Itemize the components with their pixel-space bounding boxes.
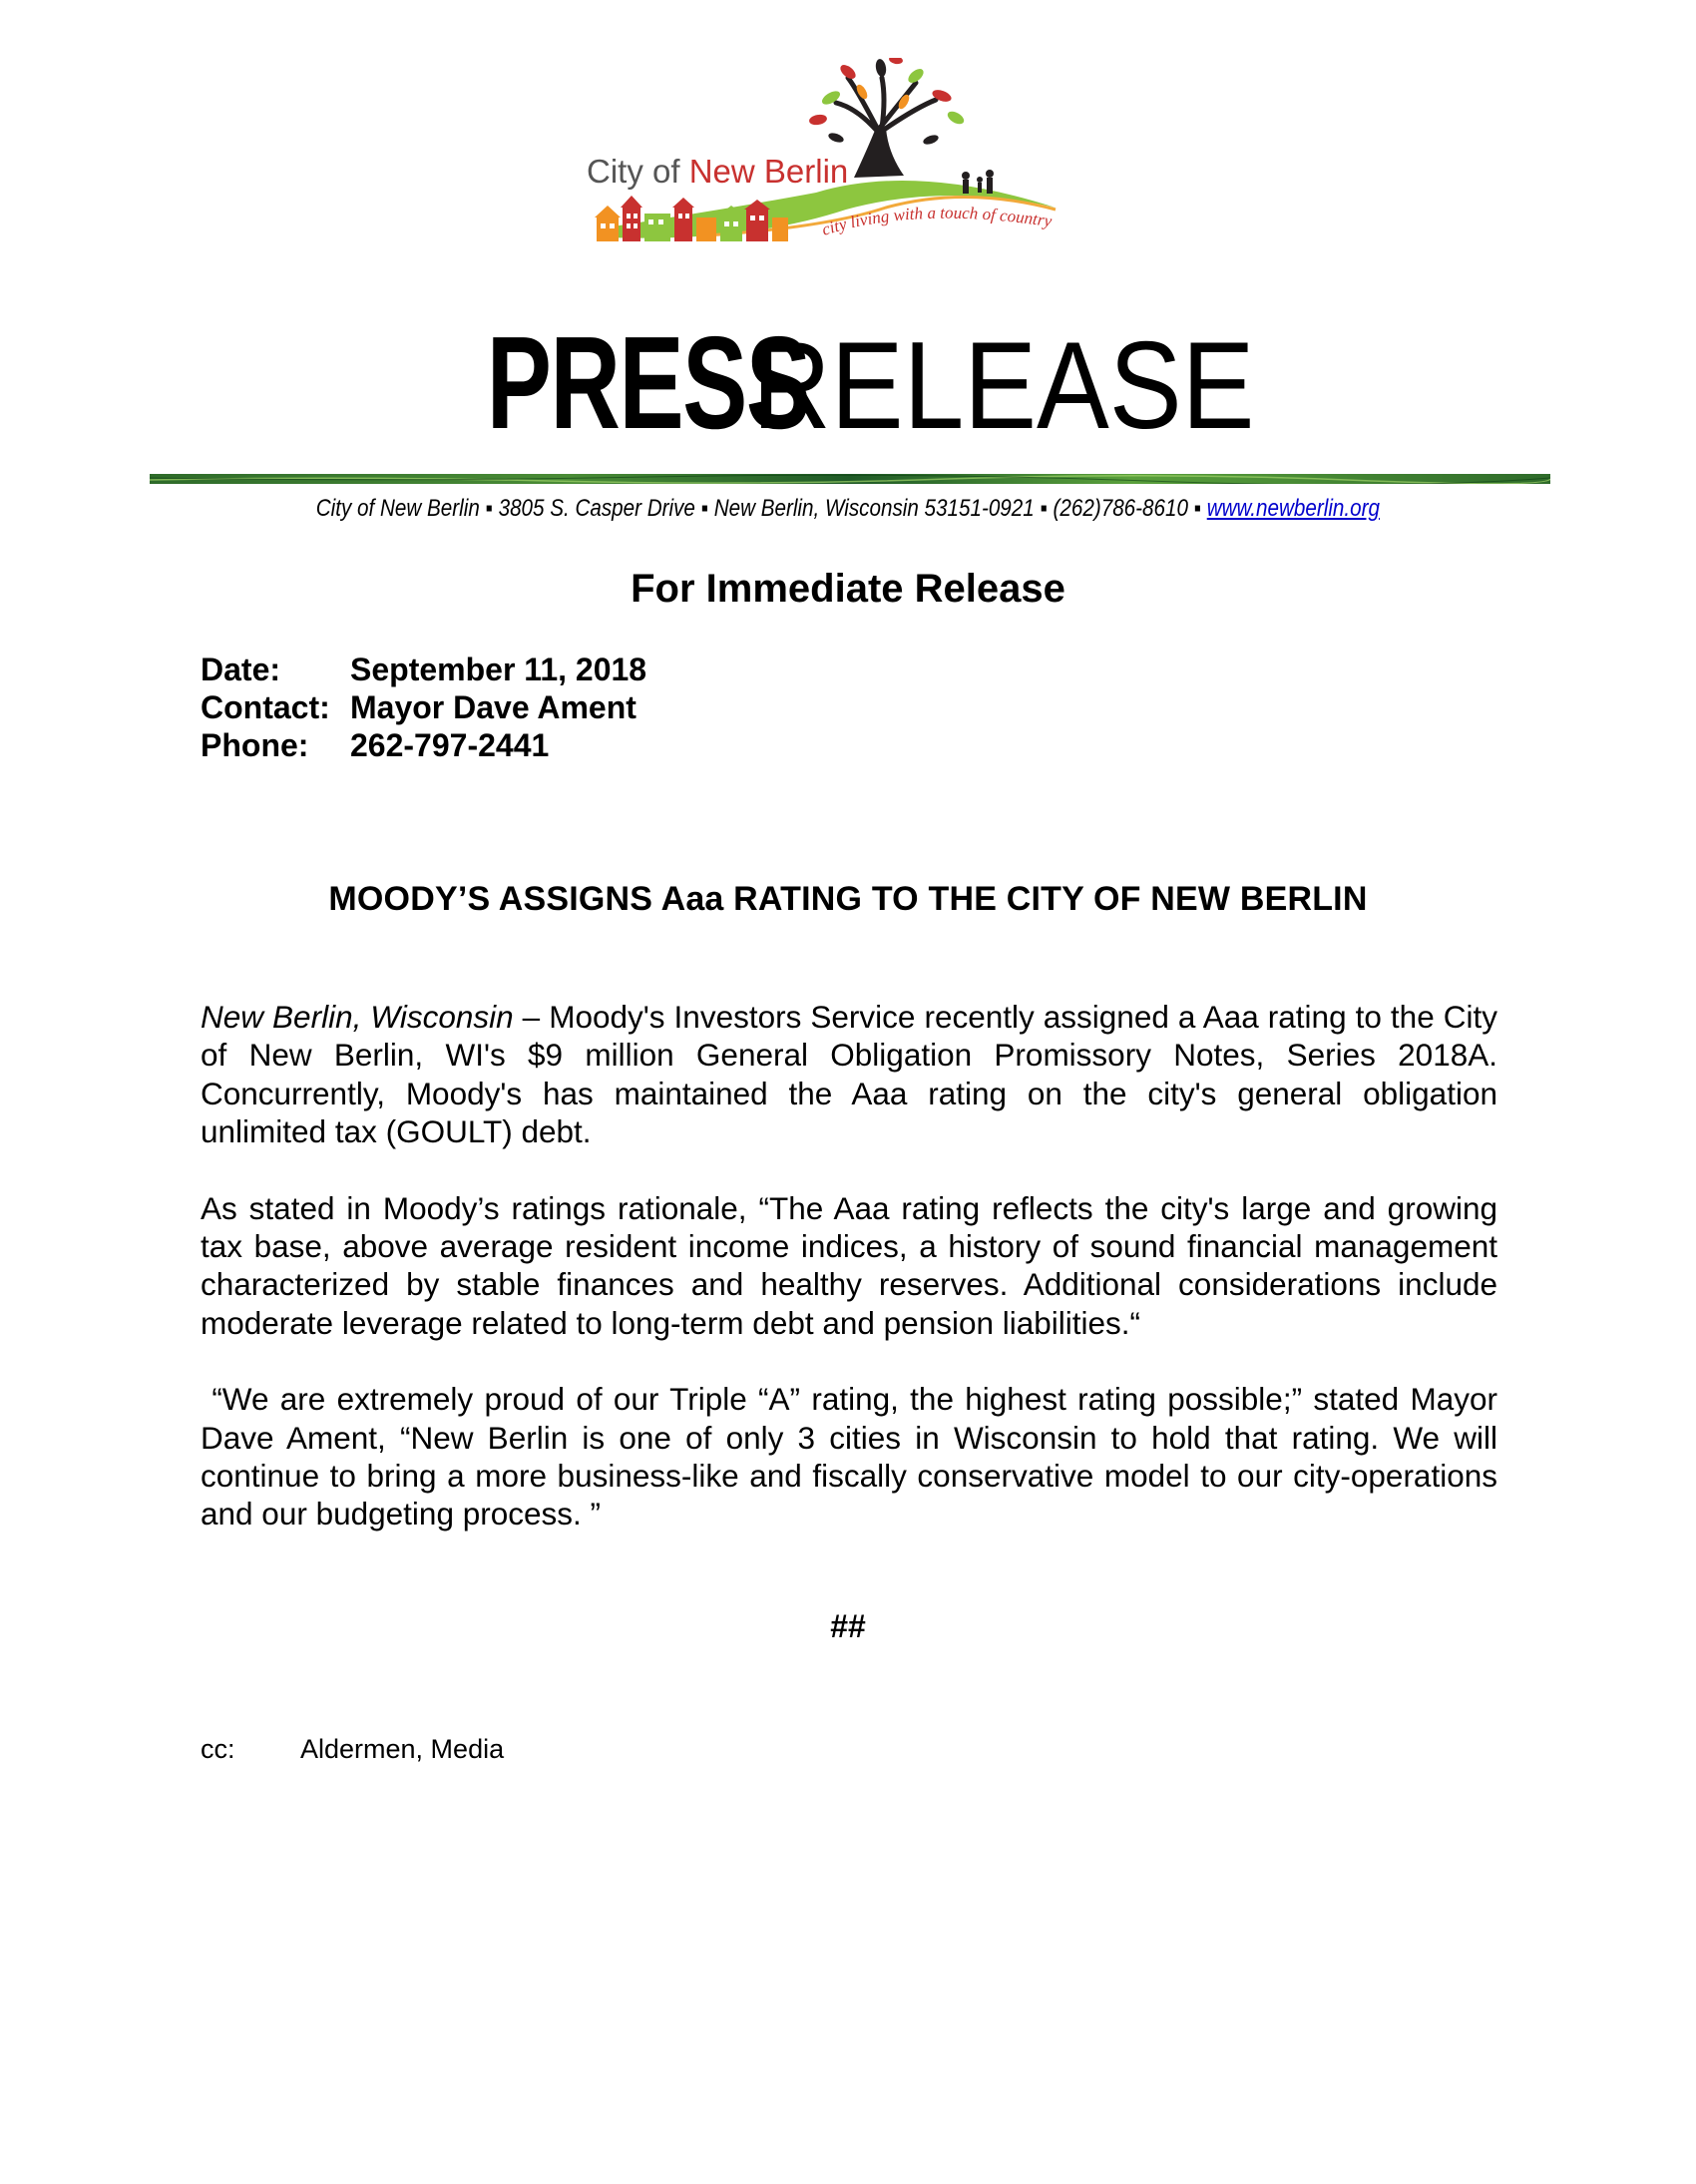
svg-text:city living with a touch of co [819,204,1053,239]
info-label: Contact: [201,689,330,725]
info-label: Phone: [201,727,309,763]
cc-value: Aldermen, Media [300,1734,505,1764]
dateline: New Berlin, Wisconsin [201,999,514,1035]
info-value: 262-797-2441 [350,727,550,763]
header-divider [150,474,1550,484]
title-light-word: RELEASE [751,317,1255,455]
city-logo [587,58,1063,257]
svg-text:City of New Berlin [587,153,848,190]
address-text: City of New Berlin ▪ 3805 S. Casper Drive ▪ New Berlin, Wisconsin 53151-0921 ▪ (262)786-8610 ▪ [315,495,1207,522]
headline: MOODY’S ASSIGNS Aaa RATING TO THE CITY OF NEW BERLIN [328,880,1368,918]
info-row-phone [201,726,646,764]
website-link[interactable]: www.newberlin.org [1206,495,1381,522]
logo-city-prefix: City of [587,153,689,190]
info-label: Date: [201,652,281,687]
info-row-date [201,651,646,688]
paragraph-2: As stated in Moody’s ratings rationale, “The Aaa rating reflects the city's large and growing tax base, above average resident income indices, a history of sound financial management characterized by stable finances and healthy reserves. Additional considerations include moderate leverage related to long-term debt and pension liabilities.“ [201,1189,1497,1341]
tree-and-houses-logo-icon [587,58,1063,257]
release-info [201,651,646,764]
page-title [0,309,1696,456]
title-bold-word: PRESS [486,309,810,456]
logo-city-name: New Berlin [688,153,849,190]
contact-address-line [0,495,1696,523]
info-row-contact [201,688,646,726]
logo-tagline: city living with a touch of country [819,203,1054,239]
cc-label: cc: [201,1734,235,1764]
paragraph-1: New Berlin, Wisconsin – Moody's Investors Service recently assigned a Aaa rating to the City of New Berlin, WI's $9 million General Obligation Promissory Notes, Series 2018A. Concurrently, Moody's has maintained the Aaa rating on the city's general obligation unlimited tax (GOULT) debt. [201,999,1497,1150]
end-mark: ## [830,1608,866,1644]
cc-line [201,1734,504,1765]
paragraph-3: “We are extremely proud of our Triple “A” rating, the highest rating possible;” stated Mayor Dave Ament, “New Berlin is one of only 3 cities in Wisconsin to hold that rating. We will continue to bring a more business-like and fiscally conservative model to our city-operations and our budgeting process. ” [201,1381,1506,1532]
info-value: September 11, 2018 [350,652,647,687]
release-heading: For Immediate Release [631,567,1065,611]
info-value: Mayor Dave Ament [350,689,636,725]
body-text [201,998,1506,1571]
